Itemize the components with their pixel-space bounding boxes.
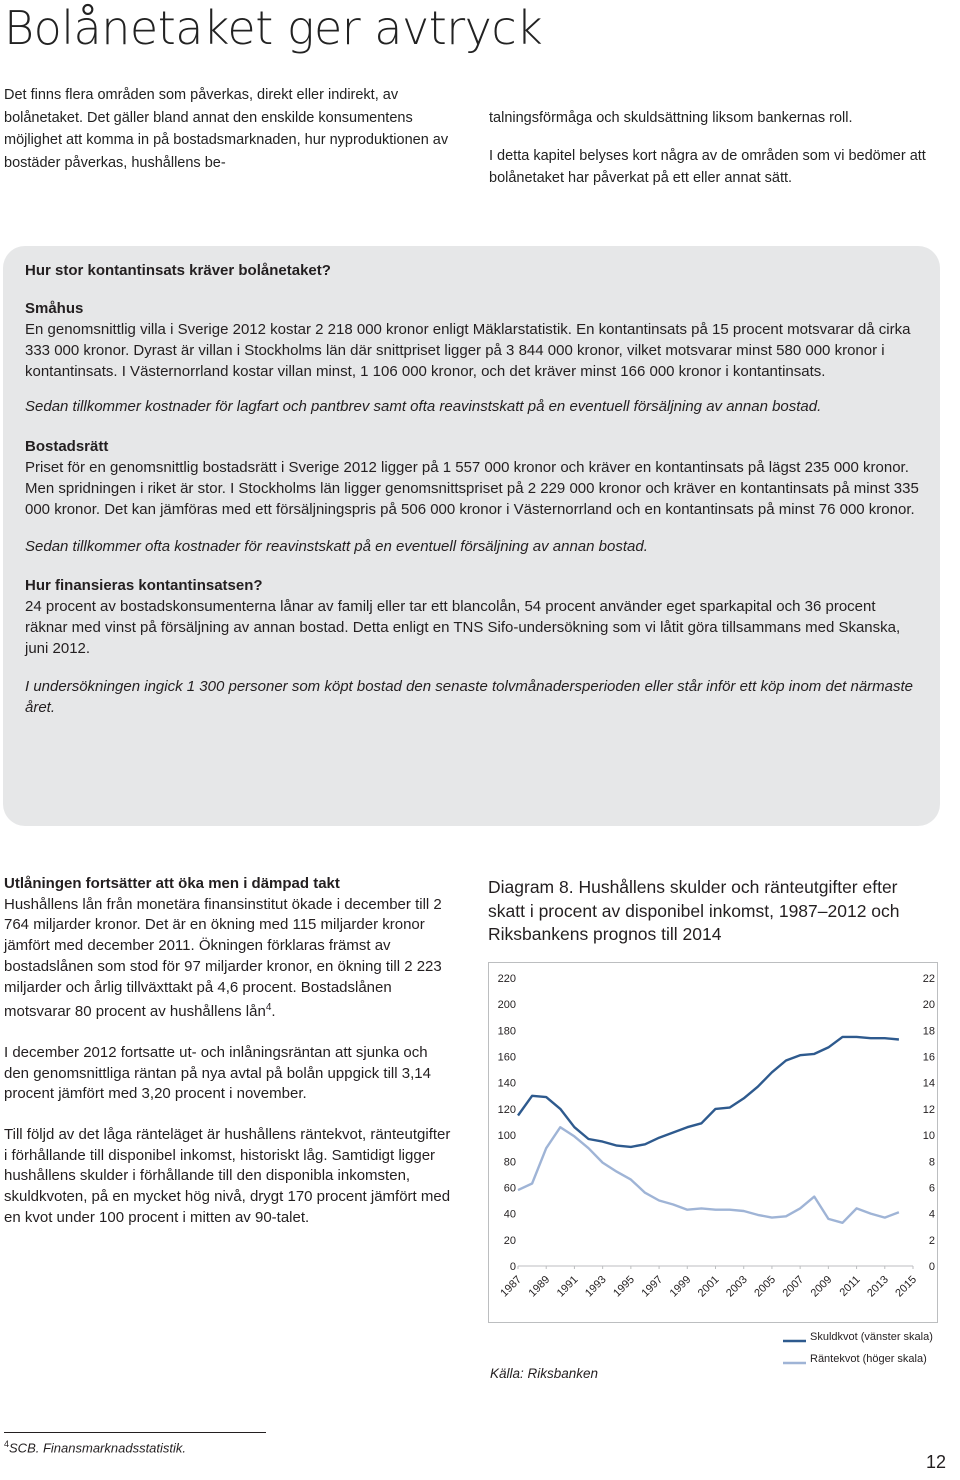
x-tick-label: 1997 [639, 1273, 666, 1300]
y-right-tick-label: 2 [928, 1234, 935, 1247]
chart-series [518, 1037, 899, 1223]
y-right-tick-label: 10 [922, 1130, 935, 1143]
page-title: Bolånetaket ger avtryck [4, 1, 543, 55]
left-column-p1: Hushållens lån från monetära finansinstitut ökade i december till 2 764 miljarder kronor. Det är en ökning med 115 miljarder kronor jämfört med december 2011. Ökningen förklaras främst av bostadslånen som stod för 97 miljarder kronor, en ökning till 2 223 miljarder och årlig tillväxttakt på 4,6 procent. Bostadslånen motsvarar 80 procent av hushållens lån [4, 895, 442, 1021]
y-right-tick-label: 14 [922, 1077, 935, 1090]
x-tick-label: 2005 [752, 1273, 779, 1300]
debt-interest-chart [488, 962, 958, 1372]
left-column [4, 874, 456, 1249]
x-tick-label: 2013 [865, 1273, 891, 1300]
y-left-tick-label: 120 [497, 1103, 516, 1116]
footnote-divider [4, 1432, 266, 1433]
y-left-tick-label: 160 [497, 1051, 516, 1064]
y-left-tick-label: 180 [497, 1025, 516, 1038]
legend-rantekvot-label: Räntekvot (höger skala) [810, 1353, 927, 1365]
left-column-p1-end: . [271, 1003, 276, 1021]
x-tick-label: 2001 [695, 1273, 722, 1300]
bostadsratt-heading: Bostadsrätt [25, 438, 109, 455]
y-right-tick-label: 22 [922, 973, 935, 985]
x-tick-label: 2011 [837, 1273, 863, 1299]
x-tick-label: 1991 [554, 1273, 581, 1300]
footnote [4, 1439, 186, 1455]
smahus-heading: Småhus [25, 300, 84, 317]
y-left-tick-label: 20 [503, 1234, 516, 1247]
x-tick-label: 1999 [667, 1273, 694, 1300]
chart-axes [489, 963, 938, 1323]
intro-right [489, 107, 941, 205]
y-right-tick-label: 18 [922, 1025, 935, 1038]
y-left-tick-label: 220 [497, 973, 516, 985]
x-tick-label: 1995 [611, 1273, 637, 1300]
chart-frame [489, 963, 938, 1323]
diagram-source: Källa: Riksbanken [490, 1366, 599, 1381]
y-right-tick-label: 4 [928, 1208, 935, 1221]
intro-right-p1: talningsförmåga och skuldsättning liksom bankernas roll. [489, 110, 853, 126]
y-right-tick-label: 20 [922, 999, 935, 1012]
y-left-tick-label: 80 [503, 1156, 516, 1169]
y-left-tick-label: 100 [497, 1130, 516, 1143]
page-number: 12 [925, 1452, 946, 1472]
bostadsratt-text: Priset för en genomsnittlig bostadsrätt i Sverige 2012 ligger på 1 557 000 kronor och kräver en kontantinsats på lägst 235 000 kronor. Men spridningen i riket är stor. I Stockholms län ligger genomsnittspriset på 2 229 000 kronor och kräver en kontantinsats på minst 335 000 kronor. Det kan jämföras med ett försäljningspris på 506 000 kronor i Västernorrland och en kontantinsats på minst 76 000 kronor. [25, 459, 919, 518]
intro-left-text: Det finns flera områden som påverkas, direkt eller indirekt, av bolånetaket. Det gäller bland annat den enskilde konsumentens möjlighet att komma in på bostadsmarknaden, hur nyproduktionen av bostäder påverkas, hushållens be- [4, 87, 449, 171]
finans-note: I undersökningen ingick 1 300 personer som köpt bostad den senaste tolvmånadersperioden eller står inför ett köp inom det närmaste året. [25, 678, 914, 716]
y-left-tick-label: 60 [503, 1182, 516, 1195]
left-column-heading: Utlåningen fortsätter att öka men i dämpad takt [4, 875, 340, 892]
x-tick-label: 2015 [893, 1273, 920, 1300]
y-right-tick-label: 8 [928, 1156, 935, 1169]
y-left-tick-label: 140 [497, 1077, 516, 1090]
x-tick-label: 2003 [724, 1273, 750, 1300]
x-tick-label: 2009 [808, 1273, 835, 1300]
footnote-number: 4 [4, 1439, 10, 1449]
left-column-p2: I december 2012 fortsatte ut- och inlåningsräntan att sjunka och den genomsnittliga räntan på nya avtal på bolån uppgick till 3,14 procent jämfört med 3,20 procent i november. [4, 1043, 431, 1103]
smahus-text: En genomsnittlig villa i Sverige 2012 kostar 2 218 000 kronor enligt Mäklarstatistik. En kontantinsats på 15 procent motsvarar då cirka 333 000 kronor. Dyrast är villan i Stockholms län där snittpriset ligger på 3 844 000 kronor, vilket motsvarar minst 580 000 kronor i kontantinsats. I Västernorrland kostar villan minst, 1 106 000 kronor, och det kräver minst 166 000 kronor i kontantinsats. [25, 321, 911, 380]
legend-skuldkvot-label: Skuldkvot (vänster skala) [810, 1331, 933, 1343]
footnote-text: SCB. Finansmarknadsstatistik. [9, 1440, 187, 1456]
bostadsratt-note: Sedan tillkommer ofta kostnader för reavinstskatt på en eventuell försäljning av annan bostad. [25, 538, 648, 555]
x-tick-label: 1989 [526, 1273, 553, 1300]
x-tick-label: 2007 [780, 1273, 807, 1300]
intro-right-p2: I detta kapitel belyses kort några av de områden som vi bedömer att bolånetaket har påverkat på ett eller annat sätt. [489, 147, 926, 186]
y-right-tick-label: 6 [928, 1182, 935, 1195]
y-right-tick-label: 0 [928, 1261, 935, 1273]
finans-text: 24 procent av bostadskonsumenterna lånar av familj eller tar ett blancolån, 54 procent använder eget sparkapital och 36 procent räknar med vinst på försäljning av annan bostad. Detta enligt en TNS Sifo-undersökning som vi låtit göra tillsammans med Skanska, juni 2012. [25, 598, 901, 657]
y-left-tick-label: 0 [509, 1261, 516, 1273]
intro-left [4, 84, 452, 189]
y-left-tick-label: 40 [503, 1208, 516, 1221]
diagram-title: Diagram 8. Hushållens skulder och ränteutgifter efter skatt i procent av disponibel inkomst, 1987–2012 och Riksbankens prognos till 2014 [488, 877, 900, 944]
info-box-content [25, 260, 920, 718]
y-left-tick-label: 200 [497, 999, 516, 1012]
x-tick-label: 1993 [582, 1273, 609, 1300]
footnote-ref: 4 [265, 1002, 272, 1014]
info-box-heading: Hur stor kontantinsats kräver bolånetaket? [25, 262, 331, 279]
x-tick-label: 1987 [498, 1273, 525, 1300]
y-right-tick-label: 12 [922, 1103, 935, 1116]
finans-heading: Hur finansieras kontantinsatsen? [25, 577, 263, 594]
left-column-p3: Till följd av det låga ränteläget är hushållens räntekvot, ränteutgifter i förhållande till disponibel inkomst, historiskt låg. Samtidigt ligger hushållens skulder i förhållande till den disponibla inkomsten, skuldkvoten, på en mycket hög nivå, drygt 170 procent jämfört med en kvot under 100 procent i mitten av 90-talet. [4, 1126, 451, 1226]
info-box [3, 246, 940, 826]
skuldkvot-line [518, 1037, 899, 1147]
rantekvot-line [518, 1127, 899, 1223]
smahus-note: Sedan tillkommer kostnader för lagfart och pantbrev samt ofta reavinstskatt på en eventuell försäljning av annan bostad. [25, 398, 822, 415]
y-right-tick-label: 16 [922, 1051, 935, 1064]
chart-legend [783, 1331, 933, 1365]
